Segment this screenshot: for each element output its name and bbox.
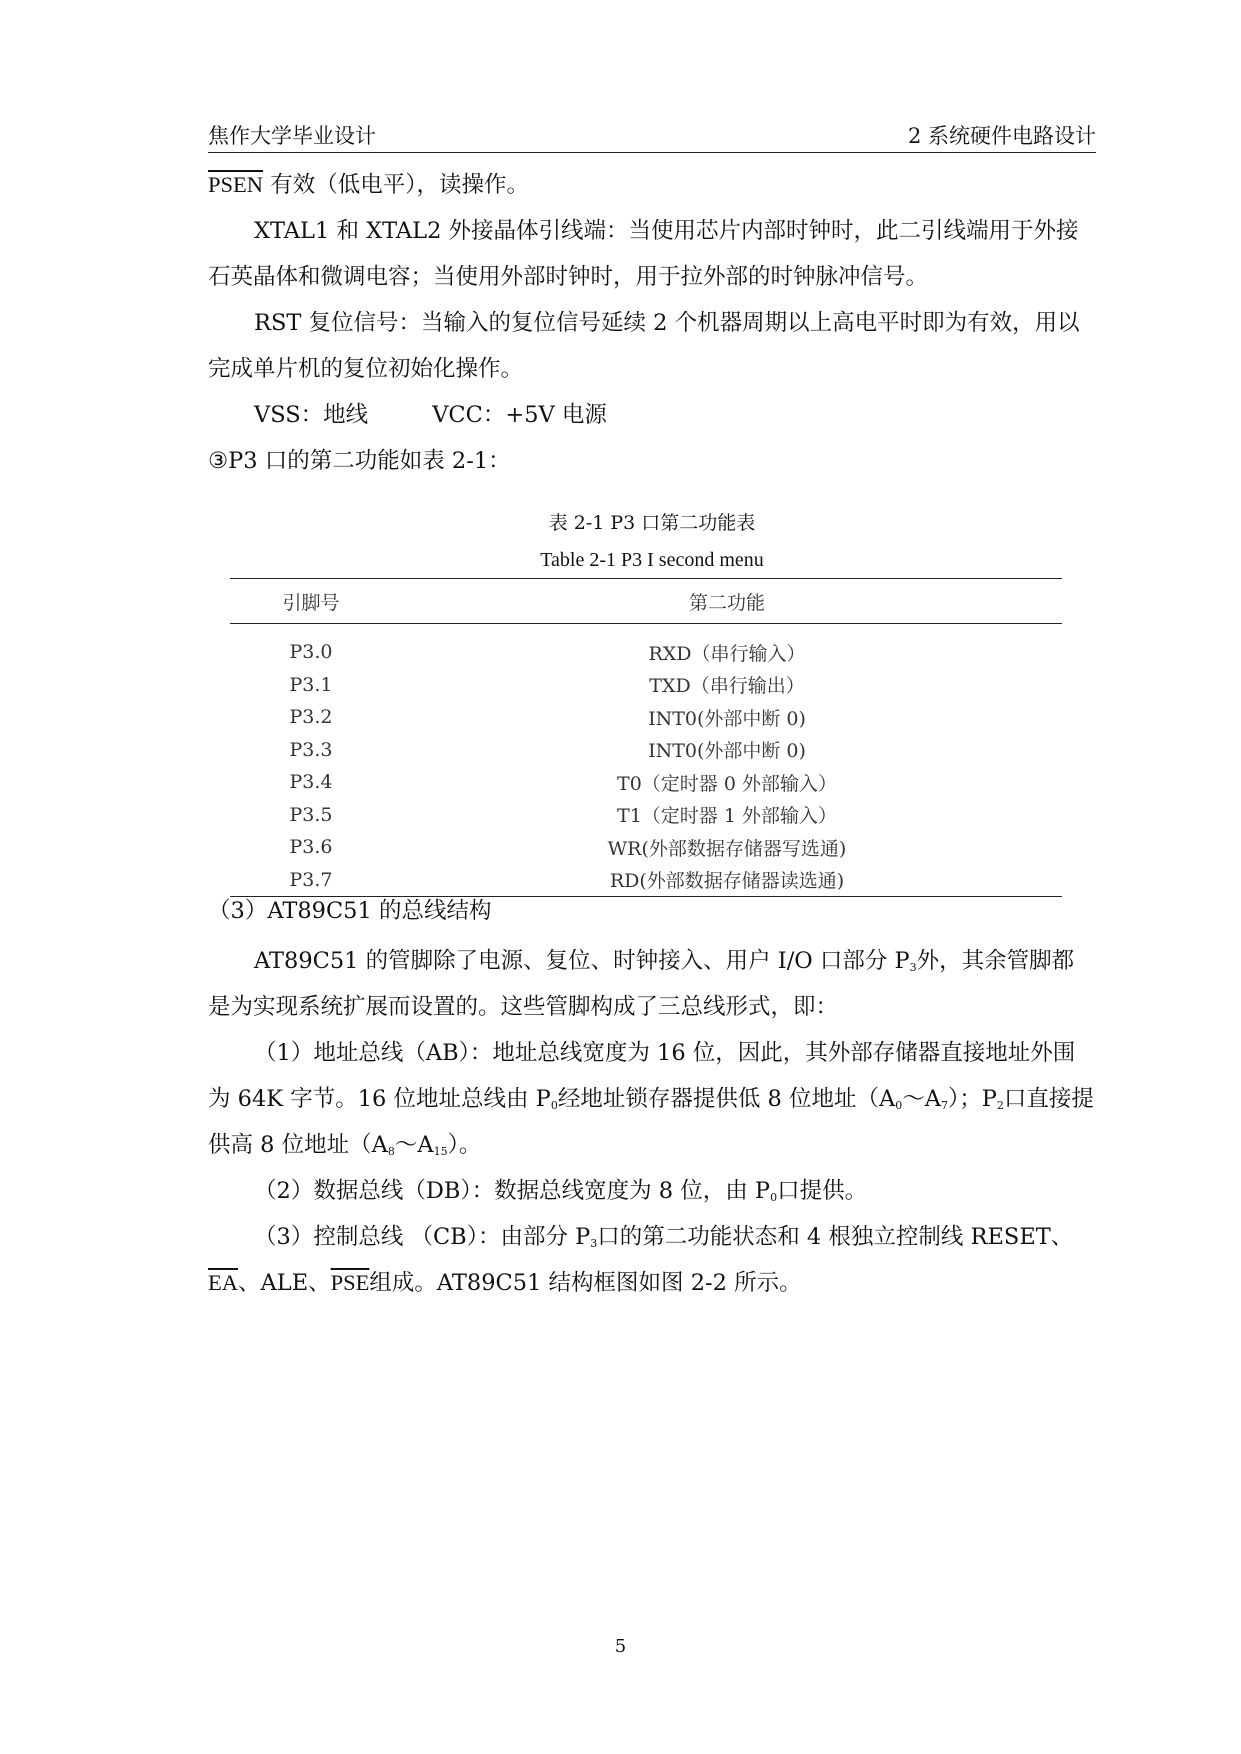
p3-intro-paragraph: ③P3 口的第二功能如表 2-1： bbox=[208, 448, 511, 474]
function-cell: T1（定时器 1 外部输入） bbox=[617, 805, 837, 828]
p3-function-table bbox=[230, 578, 1062, 897]
rst-paragraph: RST 复位信号：当输入的复位信号延续 2 个机器周期以上高电平时即为有效，用以完成单片机的复位初始化操作。 bbox=[208, 310, 1080, 382]
psen-paragraph bbox=[208, 162, 1096, 208]
pin-cell: P3.7 bbox=[230, 864, 392, 897]
psen-text: 有效（低电平），读操作。 bbox=[270, 172, 529, 198]
header-pin: 引脚号 bbox=[230, 579, 392, 624]
pin-cell: P3.1 bbox=[289, 673, 333, 696]
ea-signal: $\overline{EA}$ bbox=[208, 1270, 238, 1295]
function-cell: INT0(外部中断 0) bbox=[648, 707, 806, 730]
header-right: 2 系统硬件电路设计 bbox=[907, 124, 1096, 148]
function-cell: RXD（串行输入） bbox=[648, 642, 806, 665]
pin-cell: P3.4 bbox=[289, 771, 333, 794]
table-row bbox=[230, 624, 1062, 669]
function-cell: INT0(外部中断 0) bbox=[648, 740, 806, 763]
table-header-row bbox=[230, 579, 1062, 624]
power-paragraph bbox=[208, 392, 1096, 438]
function-cell: WR(外部数据存储器写选通) bbox=[607, 837, 847, 860]
table-caption-cn: 表 2-1 P3 口第二功能表 bbox=[548, 512, 756, 534]
table-row bbox=[230, 766, 1062, 799]
psen-signal: PSEN bbox=[208, 172, 264, 197]
control-bus-paragraph: （3）控制总线 （CB）：由部分 $P_3$口的第二功能状态和 4 根独立控制线 RESET、$\overline{EA}$、ALE、$\overline{PSE}$组成。AT89C51 结构框图如图 2-2 所示。 bbox=[208, 1224, 1074, 1296]
table-row bbox=[230, 734, 1062, 767]
pin-cell: P3.0 bbox=[289, 641, 333, 664]
table-row bbox=[230, 669, 1062, 702]
vcc-text: VCC：+5V 电源 bbox=[432, 402, 607, 428]
pin-cell: P3.5 bbox=[289, 803, 333, 826]
header-function: 第二功能 bbox=[392, 579, 1062, 624]
table-caption-en: Table 2-1 P3 I second menu bbox=[540, 549, 764, 571]
page-header bbox=[208, 116, 1096, 153]
intro-paragraphs bbox=[208, 162, 1096, 484]
pin-cell: P3.6 bbox=[289, 836, 333, 859]
bus-section bbox=[208, 888, 1096, 1306]
function-cell: T0（定时器 0 外部输入） bbox=[617, 772, 837, 795]
section-3-title: （3）AT89C51 的总线结构 bbox=[208, 898, 492, 924]
function-cell: TXD（串行输出） bbox=[649, 675, 805, 698]
address-bus-paragraph: （1）地址总线（AB）：地址总线宽度为 16 位，因此，其外部存储器直接地址外围为 64K 字节。16 位地址总线由 $P_0$经地址锁存器提供低 8 位地址$(A_0\sim A_7)$；$P_2$口直接提供高 8 位地址$(A_8\sim A_{15})$。 bbox=[208, 1040, 1094, 1158]
xtal-paragraph: XTAL1 和 XTAL2 外接晶体引线端：当使用芯片内部时钟时，此二引线端用于外接石英晶体和微调电容；当使用外部时钟时，用于拉外部的时钟脉冲信号。 bbox=[208, 218, 1079, 290]
pin-cell: P3.2 bbox=[289, 706, 333, 729]
table-row bbox=[230, 799, 1062, 832]
function-cell: RD(外部数据存储器读选通) bbox=[392, 864, 1062, 897]
pin-cell: P3.3 bbox=[289, 738, 333, 761]
data-bus-paragraph: （2）数据总线（DB）：数据总线宽度为 8 位，由 $P_0$口提供。 bbox=[254, 1178, 868, 1204]
header-left: 焦作大学毕业设计 bbox=[208, 124, 376, 148]
table-row bbox=[230, 831, 1062, 864]
bus-intro-paragraph: AT89C51 的管脚除了电源、复位、时钟接入、用户 I/O 口部分 $P_3$外，其余管脚都是为实现系统扩展而设置的。这些管脚构成了三总线形式，即： bbox=[208, 948, 1075, 1020]
table-row bbox=[230, 701, 1062, 734]
pse-signal: $\overline{PSE}$ bbox=[330, 1270, 370, 1295]
vss-text: VSS：地线 bbox=[254, 402, 369, 428]
page-number: 5 bbox=[614, 1636, 627, 1657]
